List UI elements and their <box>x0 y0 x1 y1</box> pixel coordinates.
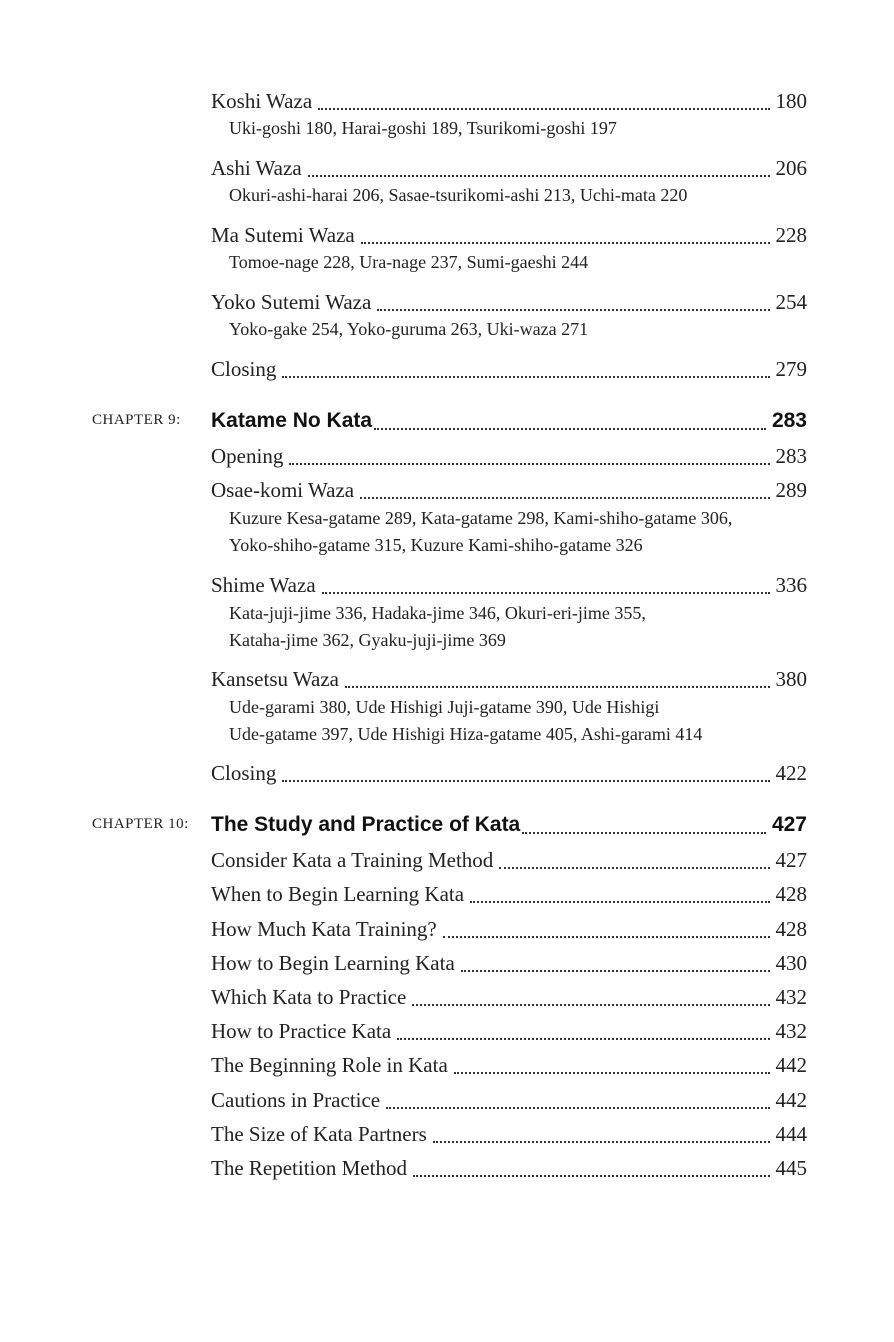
entry-page: 206 <box>775 156 807 180</box>
entry-title: Ma Sutemi Waza <box>211 223 355 247</box>
dot-leader <box>522 832 766 834</box>
toc-entry-ma-sutemi-waza[interactable] <box>211 216 807 248</box>
entry-page: 380 <box>775 667 807 691</box>
entry-page: 427 <box>775 848 807 872</box>
entry-page: 432 <box>775 985 807 1009</box>
chapter-10-label: CHAPTER 10: <box>92 816 189 832</box>
toc-entry-when-to-begin[interactable] <box>211 875 807 907</box>
entry-title: How to Practice Kata <box>211 1019 392 1043</box>
entry-title: How to Begin Learning Kata <box>211 951 455 975</box>
entry-title: How Much Kata Training? <box>211 917 437 941</box>
toc-entry-kansetsu-waza[interactable] <box>211 660 807 692</box>
dot-leader <box>308 175 770 177</box>
entry-title: The Beginning Role in Kata <box>211 1053 448 1077</box>
entry-title: Shime Waza <box>211 573 316 597</box>
dot-leader <box>345 686 770 688</box>
entry-title: Cautions in Practice <box>211 1088 381 1112</box>
entry-title: The Size of Kata Partners <box>211 1122 427 1146</box>
entry-page: 444 <box>775 1122 807 1146</box>
dot-leader <box>374 428 766 430</box>
toc-entry-opening[interactable] <box>211 437 807 469</box>
dot-leader <box>412 1004 769 1006</box>
dot-leader <box>289 463 769 465</box>
entry-title: Kansetsu Waza <box>211 667 339 691</box>
entry-page: 428 <box>775 882 807 906</box>
entry-title: Closing <box>211 761 277 785</box>
entry-page: 432 <box>775 1019 807 1043</box>
entry-page: 283 <box>775 444 807 468</box>
entry-page: 228 <box>775 223 807 247</box>
entry-title: Consider Kata a Training Method <box>211 848 494 872</box>
entry-page: 180 <box>775 89 807 113</box>
toc-entry-closing[interactable] <box>211 754 807 786</box>
chapter-9-label: CHAPTER 9: <box>92 412 181 428</box>
chapter-title: The Study and Practice of Kata <box>211 813 521 836</box>
entry-subtopics: Tomoe-nage 228, Ura-nage 237, Sumi-gaeshi 244 <box>229 252 589 272</box>
entry-title: Closing <box>211 357 277 381</box>
dot-leader <box>499 867 769 869</box>
entry-subtopics: Yoko-gake 254, Yoko-guruma 263, Uki-waza 271 <box>229 319 589 339</box>
entry-page: 445 <box>775 1156 807 1180</box>
toc-entry-size-of-partners[interactable] <box>211 1115 807 1147</box>
entry-subtopics-line-1: Kuzure Kesa-gatame 289, Kata-gatame 298, Kami-shiho-gatame 306, <box>229 508 733 528</box>
toc-entry-shime-waza[interactable] <box>211 566 807 598</box>
entry-subtopics-line-1: Ude-garami 380, Ude Hishigi Juji-gatame 390, Ude Hishigi <box>229 697 660 717</box>
entry-subtopics-line-2: Yoko-shiho-gatame 315, Kuzure Kami-shiho-gatame 326 <box>229 535 643 555</box>
dot-leader <box>386 1107 769 1109</box>
dot-leader <box>282 376 769 378</box>
entry-title: Koshi Waza <box>211 89 313 113</box>
dot-leader <box>361 242 770 244</box>
toc-entry-repetition-method[interactable] <box>211 1149 807 1181</box>
entry-title: Which Kata to Practice <box>211 985 407 1009</box>
toc-entry-ashi-waza[interactable] <box>211 149 807 181</box>
entry-page: 430 <box>775 951 807 975</box>
toc-entry-which-kata[interactable] <box>211 978 807 1010</box>
dot-leader <box>318 108 769 110</box>
entry-page: 442 <box>775 1088 807 1112</box>
dot-leader <box>470 901 769 903</box>
entry-title: Ashi Waza <box>211 156 302 180</box>
entry-subtopics: Uki-goshi 180, Harai-goshi 189, Tsurikomi-goshi 197 <box>229 118 617 138</box>
entry-title: Yoko Sutemi Waza <box>211 290 372 314</box>
toc-entry-how-much-training[interactable] <box>211 910 807 942</box>
entry-subtopics-line-1: Kata-juji-jime 336, Hadaka-jime 346, Okuri-eri-jime 355, <box>229 603 646 623</box>
dot-leader <box>413 1175 770 1177</box>
entry-page: 289 <box>775 478 807 502</box>
toc-entry-yoko-sutemi-waza[interactable] <box>211 283 807 315</box>
entry-page: 279 <box>775 357 807 381</box>
toc-entry-beginning-role[interactable] <box>211 1046 807 1078</box>
dot-leader <box>360 497 769 499</box>
entry-subtopics-line-2: Ude-gatame 397, Ude Hishigi Hiza-gatame 405, Ashi-garami 414 <box>229 724 703 744</box>
entry-subtopics-line-2: Kataha-jime 362, Gyaku-juji-jime 369 <box>229 630 506 650</box>
toc-entry-consider-kata[interactable] <box>211 841 807 873</box>
dot-leader <box>443 936 770 938</box>
toc-entry-closing[interactable] <box>211 350 807 382</box>
dot-leader <box>322 592 770 594</box>
chapter-10-heading[interactable] <box>211 806 807 838</box>
entry-page: 442 <box>775 1053 807 1077</box>
dot-leader <box>461 970 770 972</box>
entry-page: 428 <box>775 917 807 941</box>
entry-title: Opening <box>211 444 284 468</box>
dot-leader <box>454 1072 770 1074</box>
entry-title: The Repetition Method <box>211 1156 407 1180</box>
chapter-page: 427 <box>771 813 807 836</box>
entry-title: When to Begin Learning Kata <box>211 882 465 906</box>
toc-entry-koshi-waza[interactable] <box>211 82 807 114</box>
dot-leader <box>282 780 769 782</box>
dot-leader <box>433 1141 770 1143</box>
chapter-9-heading[interactable] <box>211 402 807 434</box>
entry-page: 254 <box>775 290 807 314</box>
entry-title: Osae-komi Waza <box>211 478 355 502</box>
toc-entry-how-to-practice[interactable] <box>211 1012 807 1044</box>
entry-subtopics: Okuri-ashi-harai 206, Sasae-tsurikomi-ashi 213, Uchi-mata 220 <box>229 185 688 205</box>
toc-entry-osae-komi-waza[interactable] <box>211 471 807 503</box>
dot-leader <box>397 1038 769 1040</box>
chapter-page: 283 <box>771 409 807 432</box>
toc-entry-cautions[interactable] <box>211 1081 807 1113</box>
dot-leader <box>377 309 769 311</box>
chapter-title: Katame No Kata <box>211 409 373 432</box>
toc-entry-how-to-begin[interactable] <box>211 944 807 976</box>
entry-page: 422 <box>775 761 807 785</box>
entry-page: 336 <box>775 573 807 597</box>
